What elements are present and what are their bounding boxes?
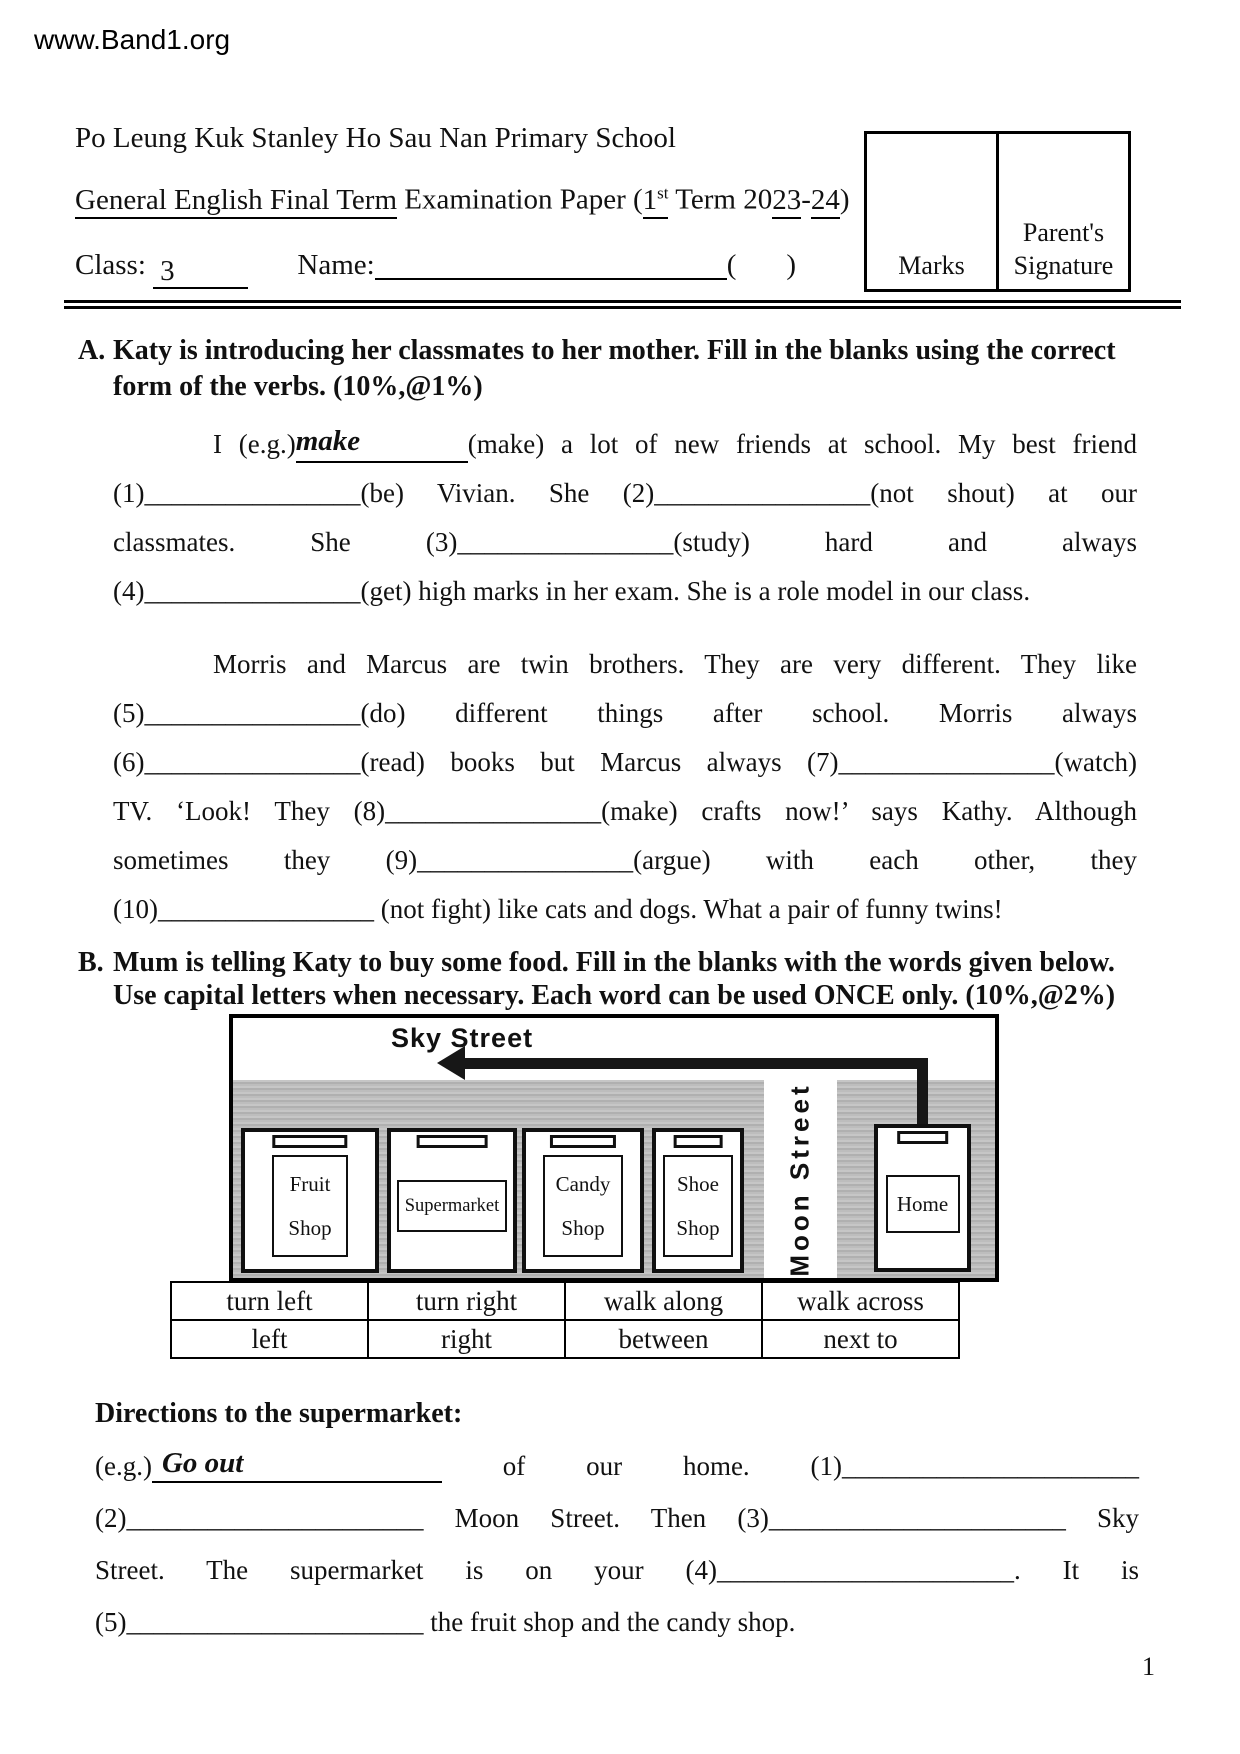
year-part: 24	[811, 184, 840, 219]
word-bank-cell: turn right	[369, 1283, 566, 1319]
section-b-label: B.	[78, 947, 104, 978]
map-building-shoe-shop	[652, 1128, 744, 1273]
route-arrow-head-icon	[437, 1046, 465, 1080]
text-line: classmates. She (3)________________(study) hard and always	[113, 527, 1137, 557]
building-roof-sign	[674, 1135, 723, 1148]
exam-title	[75, 183, 850, 217]
text-line: (5)________________(do) different things after school. Morris always	[113, 698, 1137, 728]
word-bank-cell: walk along	[566, 1283, 763, 1319]
section-a-paragraph-1	[113, 420, 1137, 616]
parent-signature-cell: Parent's Signature	[1013, 218, 1114, 280]
word-bank-cell: left	[172, 1321, 369, 1357]
answer-blank	[296, 427, 468, 463]
building-sign: Home	[886, 1175, 960, 1233]
directions-title: Directions to the supermarket:	[95, 1398, 463, 1429]
class-label: Class:	[75, 249, 146, 281]
text-line: Morris and Marcus are twin brothers. They are very different. They like	[213, 649, 1137, 679]
text-line	[95, 1440, 1139, 1492]
exam-title-text: )	[839, 183, 850, 216]
section-b-title-line: Use capital letters when necessary. Each word can be used ONCE only. (10%,@2%)	[113, 980, 1116, 1011]
map-building-fruit-shop	[241, 1128, 379, 1273]
marks-cell: Marks	[867, 134, 999, 289]
name-label: Name:	[297, 249, 375, 281]
building-sign: Fruit Shop	[272, 1155, 348, 1257]
map-building-supermarket	[387, 1128, 517, 1273]
site-watermark: www.Band1.org	[34, 24, 231, 55]
page-number: 1	[1142, 1652, 1155, 1681]
text-line: (1)________________(be) Vivian. She (2)________________(not shout) at our	[113, 478, 1137, 508]
building-roof-sign	[417, 1135, 488, 1148]
word-bank-row	[172, 1283, 958, 1321]
ordinal-suffix: st	[657, 183, 669, 202]
word-bank-cell: next to	[823, 1324, 898, 1354]
section-a-paragraph-2	[113, 640, 1137, 934]
text-line: (4)________________(get) high marks in her exam. She is a role model in our class.	[113, 576, 1031, 606]
header-divider	[64, 300, 1181, 309]
text-segment: (make) a lot of new friends at school. My best friend	[467, 429, 1137, 459]
section-b-title-line: Mum is telling Katy to buy some food. Fill in the blanks with the words given below.	[113, 947, 1115, 978]
exam-title-text: Examination Paper (	[397, 183, 643, 216]
text-line: (2)______________________ Moon Street. Then (3)______________________ Sky	[95, 1503, 1139, 1533]
text-line: TV. ‘Look! They (8)________________(make) crafts now!’ says Kathy. Although	[113, 796, 1137, 826]
section-a-label: A.	[78, 335, 106, 366]
school-name: Po Leung Kuk Stanley Ho Sau Nan Primary School	[75, 122, 676, 154]
exam-title-text: -	[801, 183, 811, 216]
class-field: 3	[153, 255, 248, 289]
text-segment: I (e.g.)	[213, 429, 296, 459]
word-bank-cell: walk across	[797, 1286, 924, 1316]
class-number-paren: (	[726, 249, 737, 281]
section-a-title	[78, 333, 1140, 405]
text-line: Street. The supermarket is on your (4)______________________. It is	[95, 1555, 1139, 1585]
word-bank-cell: turn left	[172, 1283, 369, 1319]
answer-blank	[152, 1447, 442, 1483]
text-line: (6)________________(read) books but Marcus always (7)________________(watch)	[113, 747, 1137, 777]
year-part: 23	[772, 184, 801, 219]
text-line: (10)________________ (not fight) like cats and dogs. What a pair of funny twins!	[113, 894, 1003, 924]
building-roof-sign	[272, 1135, 347, 1148]
marks-signature-box	[864, 131, 1131, 292]
name-field	[375, 246, 727, 280]
text-line: (5)______________________ the fruit shop and the candy shop.	[95, 1607, 796, 1637]
word-bank-table	[170, 1281, 960, 1359]
section-b-title	[78, 946, 1140, 1012]
route-arrow-vertical	[917, 1058, 928, 1128]
map-building-candy-shop	[522, 1128, 644, 1273]
building-roof-sign	[897, 1131, 949, 1144]
route-arrow-shaft	[461, 1058, 928, 1069]
word-bank-cell: right	[369, 1321, 566, 1357]
building-sign: Candy Shop	[543, 1155, 623, 1257]
text-segment: of our home. (1)______________________	[441, 1451, 1139, 1481]
building-sign: Shoe Shop	[663, 1155, 733, 1257]
moon-street-label: Moon Street	[785, 1081, 816, 1277]
moon-street	[764, 1080, 837, 1278]
handwritten-answer: Go out	[161, 1447, 244, 1479]
exam-title-text: Term 20	[668, 183, 773, 216]
word-bank-cell: between	[566, 1321, 763, 1357]
directions-paragraph	[95, 1440, 1139, 1648]
sky-street-label: Sky Street	[391, 1023, 534, 1053]
text-segment: (e.g.)	[95, 1451, 152, 1481]
text-line: sometimes they (9)________________(argue) with each other, they	[113, 845, 1137, 875]
class-number-paren: )	[786, 249, 797, 281]
exam-title-underlined: General English Final Term	[75, 184, 397, 219]
street-map	[229, 1014, 999, 1282]
handwritten-answer: make	[295, 425, 361, 457]
text-line	[113, 420, 1137, 469]
word-bank-row	[172, 1321, 958, 1357]
building-roof-sign	[550, 1135, 616, 1148]
map-building-home	[874, 1124, 971, 1272]
term-number: 1st	[643, 184, 669, 219]
class-name-line	[75, 246, 810, 289]
section-a-title-line: Katy is introducing her classmates to her mother. Fill in the blanks using the correct	[113, 335, 1116, 366]
section-a-title-line: form of the verbs. (10%,@1%)	[113, 371, 483, 402]
building-sign: Supermarket	[397, 1180, 507, 1232]
